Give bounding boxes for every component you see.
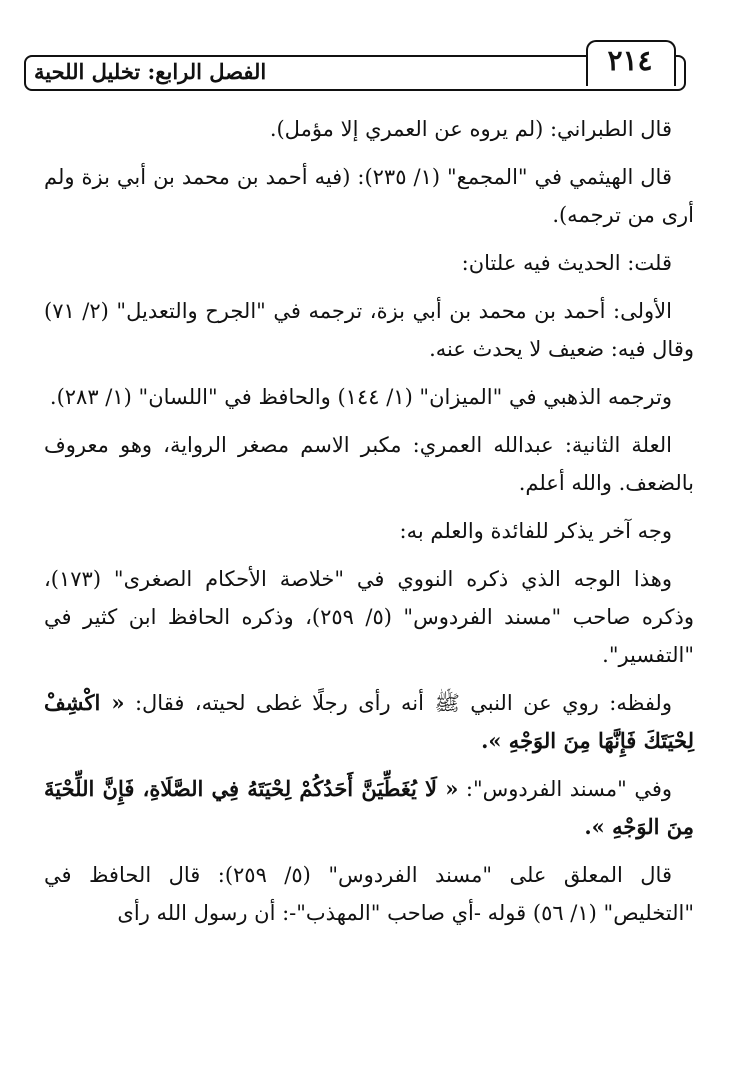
hadith-quote: « اكْشِفْ لِحْيَتَكَ فَإِنَّهَا مِنَ الوَجْهِ ». [44,690,694,753]
page-number: ٢١٤ [607,44,653,77]
paragraph-text: قلت: الحديث فيه علتان: [461,251,672,275]
paragraph [44,560,694,674]
paragraph-text: وجه آخر يذكر للفائدة والعلم به: [399,519,672,543]
paragraph-text: ولفظه: روي عن النبي ﷺ أنه رأى رجلًا غطى لحيته، فقال: [124,691,672,715]
paragraph-text: وهذا الوجه الذي ذكره النووي في "خلاصة الأحكام الصغرى" (١٧٣)، وذكره صاحب "مسند الفردوس" (٥/ ٢٥٩)، وذكره الحافظ ابن كثير في "التفسير". [44,567,694,667]
paragraph [44,856,694,932]
paragraph [44,684,694,760]
paragraph-text: وترجمه الذهبي في "الميزان" (١/ ١٤٤) والحافظ في "اللسان" (١/ ٢٨٣). [49,385,672,409]
body-text [44,110,694,942]
paragraph [44,244,694,282]
paragraph-text: قال الطبراني: (لم يروه عن العمري إلا مؤمل). [269,117,672,141]
chapter-title: الفصل الرابع: تخليل اللحية [34,59,267,84]
paragraph-text: قال المعلق على "مسند الفردوس" (٥/ ٢٥٩): قال الحافظ في "التخليص" (١/ ٥٦) قوله -أي صاحب "المهذب"-: أن رسول الله رأى [44,863,694,925]
hadith-quote: « لَا يُغَطِّيَنَّ أَحَدُكُمْ لِحْيَتَهُ فِي الصَّلَاةِ، فَإِنَّ اللِّحْيَةَ مِنَ الوَجْهِ ». [44,776,694,839]
paragraph-text: وفي "مسند الفردوس": [458,777,672,801]
paragraph-text: الأولى: أحمد بن محمد بن أبي بزة، ترجمه في "الجرح والتعديل" (٢/ ٧١) وقال فيه: ضعيف لا يحدث عنه. [44,299,694,361]
paragraph [44,770,694,846]
paragraph [44,292,694,368]
paragraph-text: العلة الثانية: عبدالله العمري: مكبر الاسم مصغر الرواية، وهو معروف بالضعف. والله أعلم. [44,433,694,495]
paragraph [44,512,694,550]
paragraph [44,110,694,148]
paragraph [44,158,694,234]
paragraph-text: قال الهيثمي في "المجمع" (١/ ٢٣٥): (فيه أحمد بن محمد بن أبي بزة ولم أرى من ترجمه). [44,165,694,227]
paragraph [44,426,694,502]
paragraph [44,378,694,416]
